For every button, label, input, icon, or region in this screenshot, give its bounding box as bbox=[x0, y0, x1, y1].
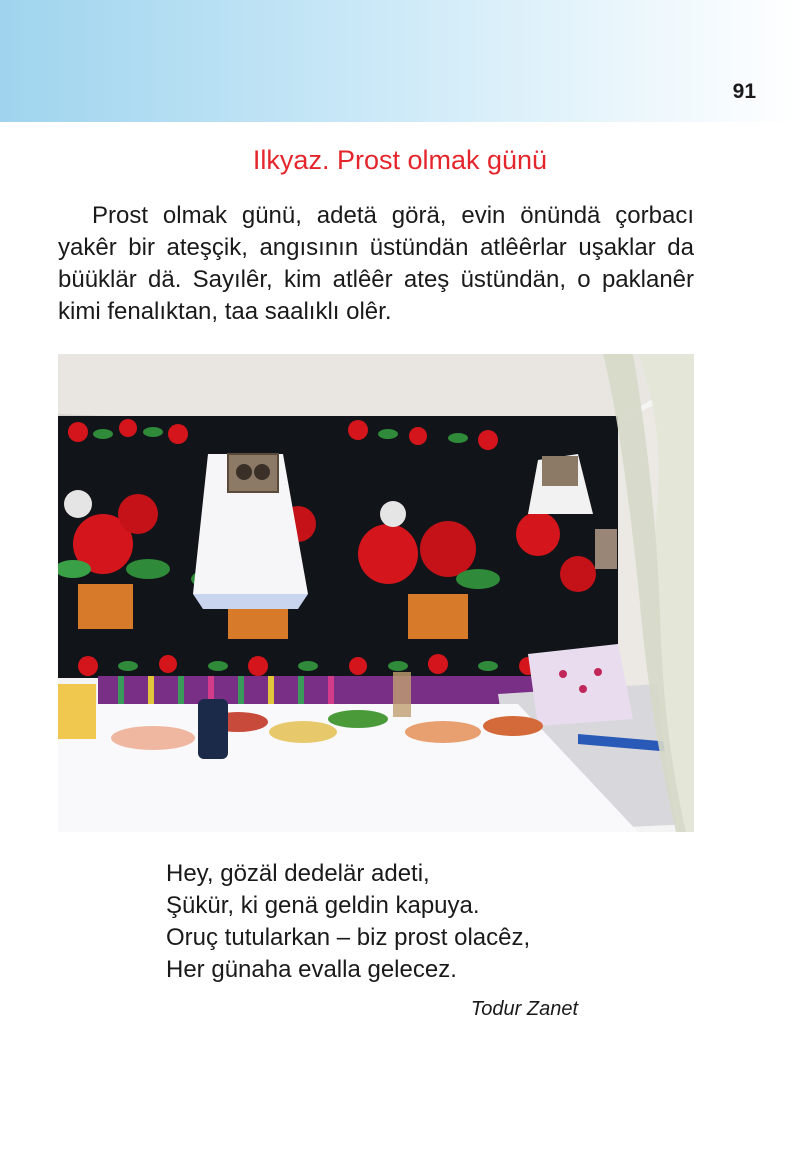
poem-line: Oruç tutularkan – biz prost olacêz, bbox=[166, 924, 531, 951]
body-paragraph: Prost olmak günü, adetä görä, evin önündä çorbacı yakêr bir ateşçik, angısının üstündän atlêêrlar uşaklar da büüklär dä. Sayılêr, kim atlêêr ateş üstündän, o paklanêr kimi fenalıktan, taa saalıklı olêr. bbox=[58, 202, 694, 325]
poem-author: Todur Zanet bbox=[470, 998, 578, 1020]
page-number: 91 bbox=[732, 80, 756, 103]
poem-line: Şükür, ki genä geldin kapuya. bbox=[166, 892, 480, 919]
header-band bbox=[0, 0, 800, 122]
photo-festive-room bbox=[58, 354, 694, 832]
poem bbox=[166, 858, 530, 986]
poem-line: Her günaha evalla gelecez. bbox=[166, 956, 457, 983]
page-title: Ilkyaz. Prost olmak günü bbox=[252, 145, 548, 175]
poem-line: Hey, gözäl dedelär adeti, bbox=[166, 860, 430, 887]
